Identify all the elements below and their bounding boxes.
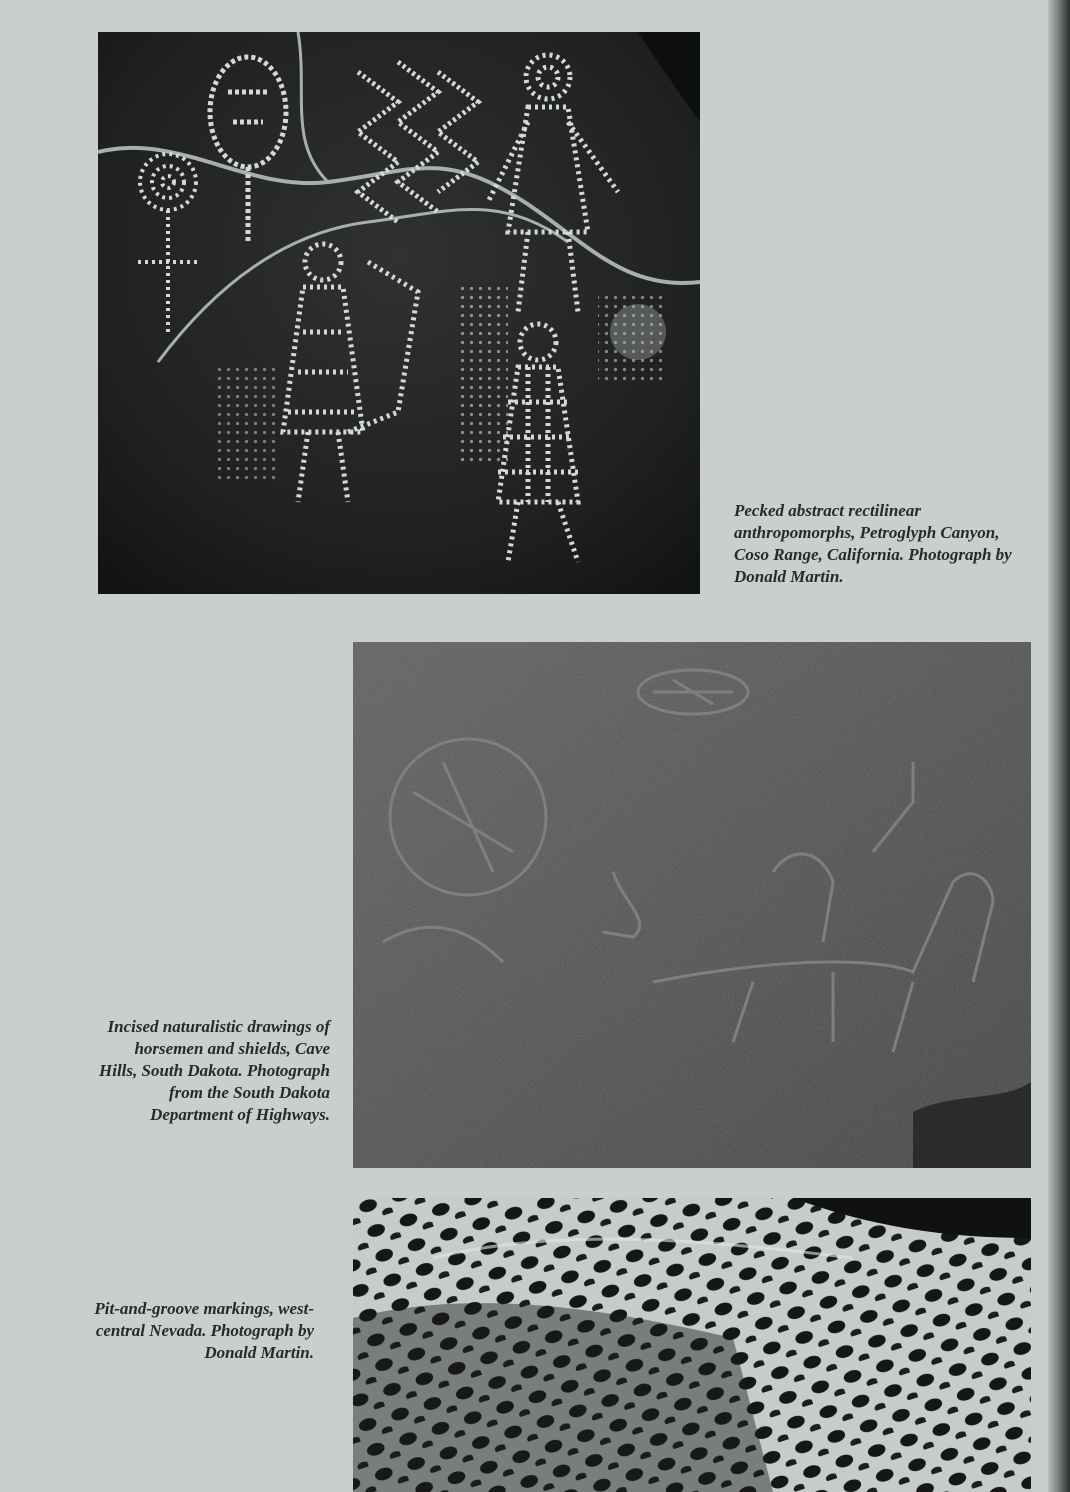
page-binding-shadow [1048, 0, 1070, 1492]
caption-cave-hills: Incised naturalistic drawings of horsemen and shields, Cave Hills, South Dakota. Photograph from the South Dakota Department of Highways. [99, 1017, 330, 1124]
rock-incision-photo [353, 642, 1031, 1168]
caption-pit-and-groove: Pit-and-groove markings, west-central Nevada. Photograph by Donald Martin. [94, 1299, 314, 1362]
pitted-rock-photo [353, 1198, 1031, 1492]
caption-petroglyph-canyon: Pecked abstract rectilinear anthropomorphs, Petroglyph Canyon, Coso Range, California. Photograph by Donald Martin. [734, 501, 1012, 586]
petroglyph-photo [98, 32, 700, 594]
